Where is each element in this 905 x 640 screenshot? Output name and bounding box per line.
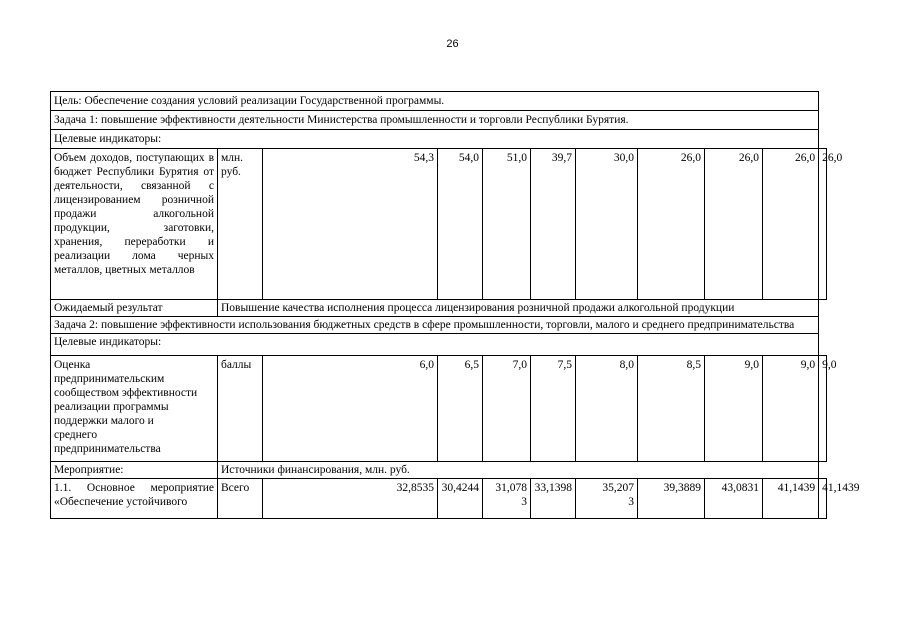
goal-text: Цель: Обеспечение создания условий реализации Государственной программы. <box>51 92 819 111</box>
indicator-2-value: 6,5 <box>438 356 483 462</box>
indicator-2-value: 8,0 <box>576 356 638 462</box>
activity-value: 35,207 3 <box>576 479 638 519</box>
indicator-1-value: 39,7 <box>531 149 576 300</box>
indicator-1-value: 51,0 <box>483 149 531 300</box>
indicator-2-name: Оценка предпринимательским сообществом эффективности реализации программы поддержки малого и среднего предпринимательства <box>51 356 218 462</box>
indicator-2-row <box>51 356 827 462</box>
activity-value: 32,8535 <box>263 479 438 519</box>
indicator-1-value: 26,0 <box>638 149 705 300</box>
indicator-2-value: 7,0 <box>483 356 531 462</box>
indicator-2-value: 9,0 <box>763 356 819 462</box>
indicator-2-value: 8,5 <box>638 356 705 462</box>
expected-result-text: Повышение качества исполнения процесса лицензирования розничной продажи алкогольной продукции <box>218 300 819 317</box>
task2-row <box>51 317 827 334</box>
indicator-2-value: 9,0 <box>705 356 763 462</box>
activity-value: 41,1439 <box>819 479 827 519</box>
indicator-2-value: 6,0 <box>263 356 438 462</box>
activity-value: 43,0831 <box>705 479 763 519</box>
activity-source: Всего <box>218 479 263 519</box>
task1-row <box>51 111 827 130</box>
target-indicators-2-row <box>51 334 827 356</box>
expected-result-label: Ожидаемый результат <box>51 300 218 317</box>
target-indicators-1-text: Целевые индикаторы: <box>51 130 819 149</box>
indicator-1-value: 54,0 <box>438 149 483 300</box>
indicator-1-value: 26,0 <box>763 149 819 300</box>
expected-result-row <box>51 300 827 317</box>
indicator-2-value: 9,0 <box>819 356 827 462</box>
activity-value: 41,1439 <box>763 479 819 519</box>
activity-value: 39,3889 <box>638 479 705 519</box>
indicator-1-name: Объем доходов, поступающих в бюджет Республики Бурятия от деятельности, связанной с лицензированием розничной продажи алкогольной продукции, заготовки, хранения, переработки и реализации лома черных металлов, цветных металлов <box>51 149 218 300</box>
page-number: 26 <box>446 38 459 50</box>
activity-name: 1.1. Основное мероприятие «Обеспечение устойчивого <box>51 479 218 519</box>
measure-row <box>51 462 827 479</box>
indicator-2-value: 7,5 <box>531 356 576 462</box>
indicator-2-unit: баллы <box>218 356 263 462</box>
indicator-1-unit: млн. руб. <box>218 149 263 300</box>
financing-sources-label: Источники финансирования, млн. руб. <box>218 462 819 479</box>
indicator-1-value: 30,0 <box>576 149 638 300</box>
target-indicators-1-row <box>51 130 827 149</box>
program-table <box>50 91 860 519</box>
indicator-1-row <box>51 149 827 300</box>
activity-value: 33,1398 <box>531 479 576 519</box>
activity-row <box>51 479 827 519</box>
task2-text: Задача 2: повышение эффективности использования бюджетных средств в сфере промышленности, торговли, малого и среднего предпринимательства <box>51 317 819 334</box>
activity-value: 31,078 3 <box>483 479 531 519</box>
indicator-1-value: 26,0 <box>819 149 827 300</box>
indicator-1-value: 26,0 <box>705 149 763 300</box>
activity-value: 30,4244 <box>438 479 483 519</box>
goal-row <box>51 92 827 111</box>
indicator-1-value: 54,3 <box>263 149 438 300</box>
measure-label: Мероприятие: <box>51 462 218 479</box>
target-indicators-2-text: Целевые индикаторы: <box>51 334 819 356</box>
task1-text: Задача 1: повышение эффективности деятельности Министерства промышленности и торговли Республики Бурятия. <box>51 111 819 130</box>
